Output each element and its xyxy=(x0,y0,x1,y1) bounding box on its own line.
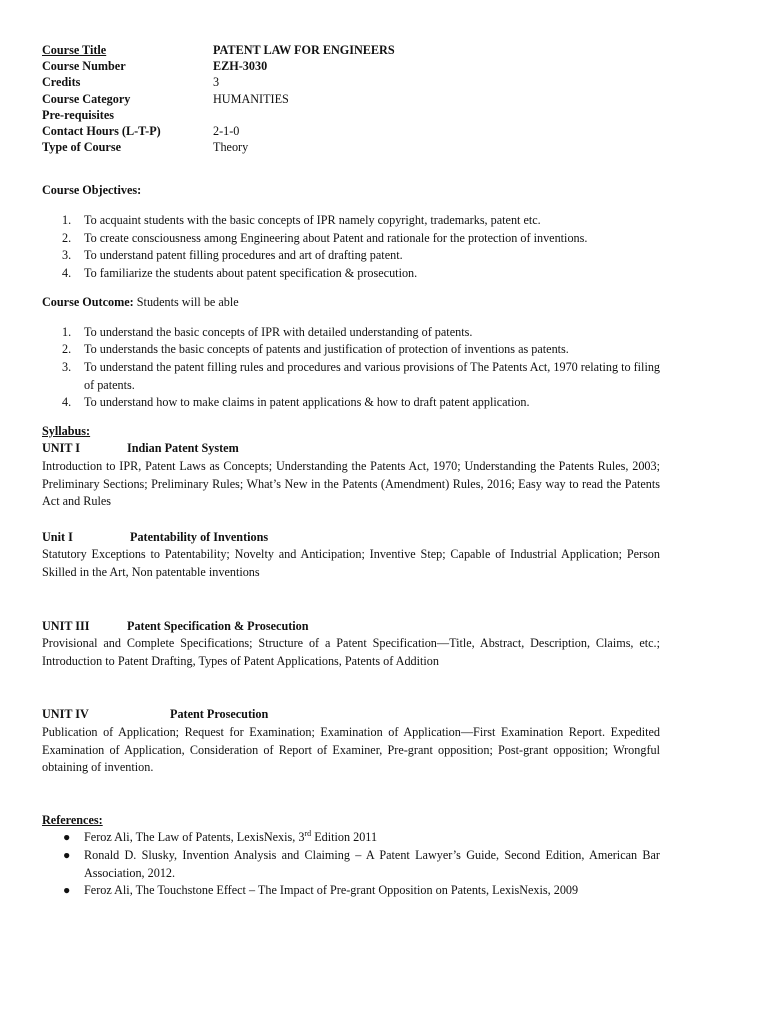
outcome-heading: Course Outcome: xyxy=(42,295,134,310)
list-item xyxy=(42,247,660,265)
list-text: To familiarize the students about patent specification & prosecution. xyxy=(84,265,418,280)
outcome-intro: Students will be able xyxy=(133,295,239,310)
unit-4-content: Publication of Application; Request for Examination; Examination of Application—First Examination Report. Expedited Examination of Application, Consideration of Report of Examiner, Pre-grant opposition; Post-grant opposition; Wrongful obtaining of invention. xyxy=(42,724,660,775)
reference-text: Ronald D. Slusky, Invention Analysis and Claiming – A Patent Lawyer’s Guide, Second Edition, American Bar Association, 2012. xyxy=(84,847,660,880)
list-text: To acquaint students with the basic concepts of IPR namely copyright, trademarks, patent etc. xyxy=(84,212,541,227)
prerequisites-label: Pre-requisites xyxy=(42,107,114,122)
course-info-table xyxy=(42,42,660,155)
unit-3-heading xyxy=(42,618,660,636)
references-heading: References: xyxy=(42,812,103,827)
reference-text-main: Feroz Ali, The Law of Patents, LexisNexis, 3 xyxy=(84,830,305,845)
list-item xyxy=(42,882,660,900)
course-title-value: PATENT LAW FOR ENGINEERS xyxy=(213,43,395,57)
type-of-course-label: Type of Course xyxy=(42,140,121,155)
list-text: To understand how to make claims in patent applications & how to draft patent application. xyxy=(84,395,530,410)
unit-number: Unit I xyxy=(42,529,73,544)
list-text: To understand the basic concepts of IPR with detailed understanding of patents. xyxy=(84,324,473,339)
course-category-value: HUMANITIES xyxy=(213,91,289,106)
credits-value: 3 xyxy=(213,75,220,90)
unit-3-content: Provisional and Complete Specifications; Structure of a Patent Specification—Title, Abstract, Description, Claims, etc.; Introduction to Patent Drafting, Types of Patent Applications, Patents of Addition xyxy=(42,636,660,668)
prerequisites-row xyxy=(42,107,660,123)
list-number: 3. xyxy=(62,360,72,375)
list-item xyxy=(42,324,660,342)
unit-title: Patentability of Inventions xyxy=(130,529,269,544)
list-number: 4. xyxy=(62,265,72,280)
list-item xyxy=(42,265,660,283)
list-number: 3. xyxy=(62,248,72,263)
list-number: 1. xyxy=(62,324,72,339)
bullet-icon: ● xyxy=(63,883,71,898)
unit-title: Patent Prosecution xyxy=(170,707,269,722)
list-number: 2. xyxy=(62,230,72,245)
course-title-row xyxy=(42,42,660,58)
course-number-label: Course Number xyxy=(42,59,126,74)
unit-1-content: Introduction to IPR, Patent Laws as Concepts; Understanding the Patents Act, 1970; Understanding the Patents Rules, 2003; Preliminary Sections; Preliminary Rules; What’s New in the Patents (Amendment) Rules, 2016; Easy way to read the Patents Act and Rules xyxy=(42,459,660,509)
list-item xyxy=(42,230,660,248)
list-text: To create consciousness among Engineering about Patent and rationale for the protection of inventions. xyxy=(84,230,588,245)
course-number-row xyxy=(42,58,660,74)
reference-text xyxy=(84,829,660,847)
list-number: 2. xyxy=(62,342,72,357)
list-item xyxy=(42,847,660,882)
list-number: 4. xyxy=(62,395,72,410)
unit-1-heading xyxy=(42,440,660,458)
course-category-row xyxy=(42,91,660,107)
list-text: To understands the basic concepts of patents and justification of protection of inventions as patents. xyxy=(84,342,569,357)
list-number: 1. xyxy=(62,212,72,227)
type-of-course-row xyxy=(42,139,660,155)
bullet-icon: ● xyxy=(63,847,71,862)
outcome-line xyxy=(42,294,660,312)
unit-number: UNIT IV xyxy=(42,707,89,722)
list-item xyxy=(42,341,660,359)
unit-title: Indian Patent System xyxy=(127,441,239,456)
course-title-label: Course Title xyxy=(42,43,107,57)
type-of-course-value: Theory xyxy=(213,140,249,155)
unit-number: UNIT III xyxy=(42,618,90,633)
objectives-heading: Course Objectives: xyxy=(42,183,142,198)
list-text: To understand patent filling procedures and art of drafting patent. xyxy=(84,248,403,263)
contact-hours-row xyxy=(42,123,660,139)
reference-text-tail: Edition 2011 xyxy=(311,830,378,845)
unit-number: UNIT I xyxy=(42,441,81,456)
contact-hours-label: Contact Hours (L-T-P) xyxy=(42,123,161,138)
list-text: To understand the patent filling rules and procedures and various provisions of The Patents Act, 1970 relating to filing of patents. xyxy=(84,360,661,392)
unit-2-content: Statutory Exceptions to Patentability; Novelty and Anticipation; Inventive Step; Capable of Industrial Application; Person Skilled in the Art, Non patentable inventions xyxy=(42,547,660,579)
list-item xyxy=(42,359,660,394)
reference-superscript: rd xyxy=(304,829,312,839)
course-number-value: EZH-3030 xyxy=(213,59,268,74)
unit-4-heading xyxy=(42,706,660,724)
outcome-list xyxy=(42,324,660,412)
list-item xyxy=(42,212,660,230)
unit-2-heading xyxy=(42,529,660,547)
credits-row xyxy=(42,74,660,90)
unit-title: Patent Specification & Prosecution xyxy=(127,618,309,633)
objectives-list xyxy=(42,212,660,282)
bullet-icon: ● xyxy=(63,830,71,845)
course-category-label: Course Category xyxy=(42,91,131,106)
contact-hours-value: 2-1-0 xyxy=(213,123,240,138)
references-list xyxy=(42,829,660,899)
list-item xyxy=(42,394,660,412)
course-document xyxy=(42,42,660,900)
credits-label: Credits xyxy=(42,75,81,90)
reference-text: Feroz Ali, The Touchstone Effect – The Impact of Pre-grant Opposition on Patents, LexisNexis, 2009 xyxy=(84,883,579,898)
list-item xyxy=(42,829,660,847)
syllabus-heading: Syllabus: xyxy=(42,423,91,438)
